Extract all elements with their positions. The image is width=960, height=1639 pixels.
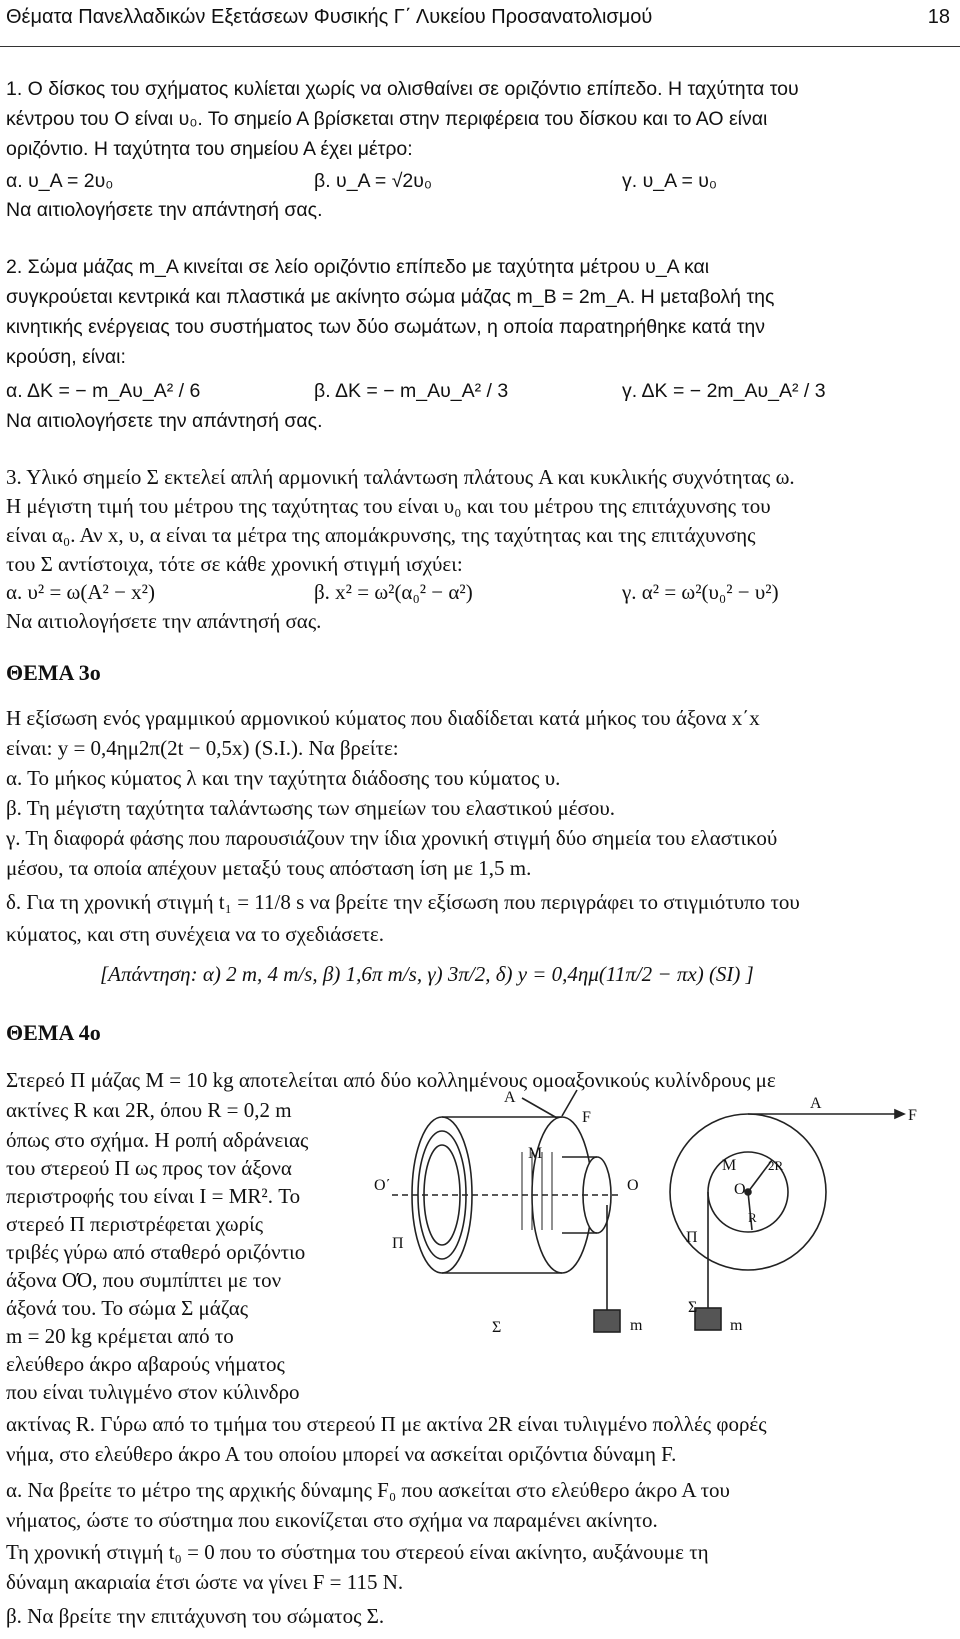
label-2R: 2R (768, 1158, 784, 1173)
theme4-line: ακτίνες R και 2R, όπου R = 0,2 m (6, 1098, 292, 1122)
theme4-part-b: β. Να βρείτε την επιτάχυνση του σώματος Σ. (6, 1604, 385, 1628)
q2-line: κρούση, είναι: (6, 346, 126, 368)
theme3-part-d: κύματος, και στη συνέχεια να το σχεδιάσετε. (6, 922, 384, 946)
q3-line: του Σ αντίστοιχα, τότε σε κάθε χρονική στιγμή ισχύει: (6, 552, 463, 576)
q3-line: είναι α₀. Αν x, υ, α είναι τα μέτρα της απομάκρυνσης, της ταχύτητας και της επιτάχυνσης (6, 523, 756, 547)
theme3-part-a: α. Το μήκος κύματος λ και την ταχύτητα διάδοσης του κύματος υ. (6, 766, 561, 790)
theme3-part-b: β. Τη μέγιστη ταχύτητα ταλάντωσης των σημείων του ελαστικού μέσου. (6, 796, 616, 820)
theme3-part-c: μέσου, τα οποία απέχουν μεταξύ τους απόσταση ίση με 1,5 m. (6, 856, 532, 880)
theme4-line: που είναι τυλιγμένο στον κύλινδρο (6, 1380, 300, 1404)
label-Sigma: Σ (688, 1299, 698, 1316)
theme4-line: ακτίνας R. Γύρω από το τμήμα του στερεού Π με ακτίνα 2R είναι τυλιγμένο πολλές φορές (6, 1412, 767, 1436)
label-A: A (504, 1089, 516, 1106)
header-title: Θέματα Πανελλαδικών Εξετάσεων Φυσικής Γ΄ Λυκείου Προσανατολισμού (6, 6, 653, 28)
q3-option-a: α. υ² = ω(A² − x²) (6, 580, 155, 604)
theme3-answer: [Απάντηση: α) 2 m, 4 m/s, β) 1,6π m/s, γ) 3π/2, δ) y = 0,4ημ(11π/2 − πx) (SI) ] (100, 962, 754, 986)
label-F: F (582, 1109, 591, 1126)
theme4-line: άξονά του. Το σώμα Σ μάζας (6, 1296, 249, 1320)
theme4-line: νήμα, στο ελεύθερο άκρο Α του οποίου μπορεί να ασκείται οριζόντια δύναμη F. (6, 1442, 677, 1466)
q1-option-b: β. υ_A = √2υ₀ (314, 170, 433, 192)
q1-option-a: α. υ_A = 2υ₀ (6, 170, 114, 192)
theme3-heading: ΘΕΜΑ 3ο (6, 660, 101, 685)
q2-option-a: α. ΔΚ = − m_Aυ_A² / 6 (6, 380, 201, 402)
theme4-line: δύναμη ακαριαία έτσι ώστε να γίνει F = 115 N. (6, 1570, 404, 1594)
theme4-line: του στερεού Π ως προς τον άξονα (6, 1156, 292, 1180)
label-Sigma: Σ (492, 1319, 502, 1336)
q3-justify: Να αιτιολογήσετε την απάντησή σας. (6, 609, 322, 633)
page-number: 18 (927, 6, 950, 28)
q2-justify: Να αιτιολογήσετε την απάντησή σας. (6, 410, 323, 432)
theme4-heading: ΘΕΜΑ 4ο (6, 1020, 101, 1045)
theme4-part-a: α. Να βρείτε το μέτρο της αρχικής δύναμης F₀ που ασκείται στο ελεύθερο άκρο Α του (6, 1478, 730, 1502)
label-Pi: Π (686, 1229, 698, 1246)
cylinder-perspective-figure (372, 1080, 672, 1408)
theme4-line: όπως στο σχήμα. Η ροπή αδράνειας (6, 1128, 309, 1152)
q1-line: 1. Ο δίσκος του σχήματος κυλίεται χωρίς να ολισθαίνει σε οριζόντιο επίπεδο. Η ταχύτητα του (6, 78, 799, 100)
theme4-line: νήματος, ώστε το σύστημα που εικονίζεται στο σχήμα να παραμένει ακίνητο. (6, 1508, 658, 1532)
q2-line: 2. Σώμα μάζας m_A κινείται σε λείο οριζόντιο επίπεδο με ταχύτητα μέτρου υ_A και (6, 256, 710, 278)
label-O: O (627, 1177, 639, 1194)
label-M: M (722, 1157, 737, 1174)
q3-line: Η μέγιστη τιμή του μέτρου της ταχύτητας του είναι υ₀ και του μέτρου της επιτάχυνσης του (6, 494, 771, 518)
q1-option-c: γ. υ_A = υ₀ (622, 170, 718, 192)
theme4-line: ελεύθερο άκρο αβαρούς νήματος (6, 1352, 285, 1376)
q2-line: συγκρούεται κεντρικά και πλαστικά με ακίνητο σώμα μάζας m_B = 2m_A. Η μεταβολή της (6, 286, 775, 308)
theme4-line: στερεό Π περιστρέφεται χωρίς (6, 1212, 264, 1236)
theme4-line: τριβές γύρω από σταθερό οριζόντιο (6, 1240, 306, 1264)
q2-line: κινητικής ενέργειας του συστήματος των δύο σωμάτων, η οποία παρατηρήθηκε κατά την (6, 316, 765, 338)
theme4-line: Στερεό Π μάζας M = 10 kg αποτελείται από δύο κολλημένους ομοαξονικούς κυλίνδρους με (6, 1068, 776, 1092)
label-O-prime: O΄ (374, 1177, 391, 1194)
label-A: A (810, 1095, 822, 1112)
label-O: O (734, 1181, 746, 1198)
theme3-line: Η εξίσωση ενός γραμμικού αρμονικού κύματος που διαδίδεται κατά μήκος του άξονα x΄x (6, 706, 760, 730)
page-header (0, 0, 960, 47)
q1-line: οριζόντιο. Η ταχύτητα του σημείου Α έχει μέτρο: (6, 138, 413, 160)
q3-line: 3. Υλικό σημείο Σ εκτελεί απλή αρμονική ταλάντωση πλάτους A και κυκλικής συχνότητας ω. (6, 465, 795, 489)
label-m: m (730, 1317, 743, 1334)
theme3-part-d: δ. Για τη χρονική στιγμή t₁ = 11/8 s να βρείτε την εξίσωση που περιγράφει το στιγμιότυπο του (6, 890, 800, 914)
q3-option-c: γ. α² = ω²(υ₀² − υ²) (622, 580, 779, 604)
q2-option-b: β. ΔΚ = − m_Aυ_A² / 3 (314, 380, 509, 402)
q2-option-c: γ. ΔΚ = − 2m_Aυ_A² / 3 (622, 380, 826, 402)
theme4-line: m = 20 kg κρέμεται από το (6, 1324, 234, 1348)
label-Pi: Π (392, 1235, 404, 1252)
label-M: M (528, 1145, 543, 1162)
theme4-line: Τη χρονική στιγμή t₀ = 0 που το σύστημα του στερεού είναι ακίνητο, αυξάνουμε τη (6, 1540, 709, 1564)
theme4-line: περιστροφής του είναι I = MR². Το (6, 1184, 301, 1208)
theme3-part-c: γ. Τη διαφορά φάσης που παρουσιάζουν την ίδια χρονική στιγμή δύο σημεία του ελαστικού (6, 826, 778, 850)
label-R: R (748, 1210, 757, 1225)
label-F: F (908, 1107, 917, 1124)
q1-justify: Να αιτιολογήσετε την απάντησή σας. (6, 199, 323, 221)
q3-option-b: β. x² = ω²(α₀² − α²) (314, 580, 473, 604)
theme4-line: άξονα ΟΌ, που συμπίπτει με τον (6, 1268, 282, 1292)
theme3-line: είναι: y = 0,4ημ2π(2t − 0,5x) (S.I.). Να βρείτε: (6, 736, 399, 760)
label-m: m (630, 1317, 643, 1334)
q1-line: κέντρου του Ο είναι υ₀. Το σημείο Α βρίσκεται στην περιφέρεια του δίσκου και το ΑΟ είναι (6, 108, 768, 130)
cylinder-front-figure (686, 1095, 930, 1400)
